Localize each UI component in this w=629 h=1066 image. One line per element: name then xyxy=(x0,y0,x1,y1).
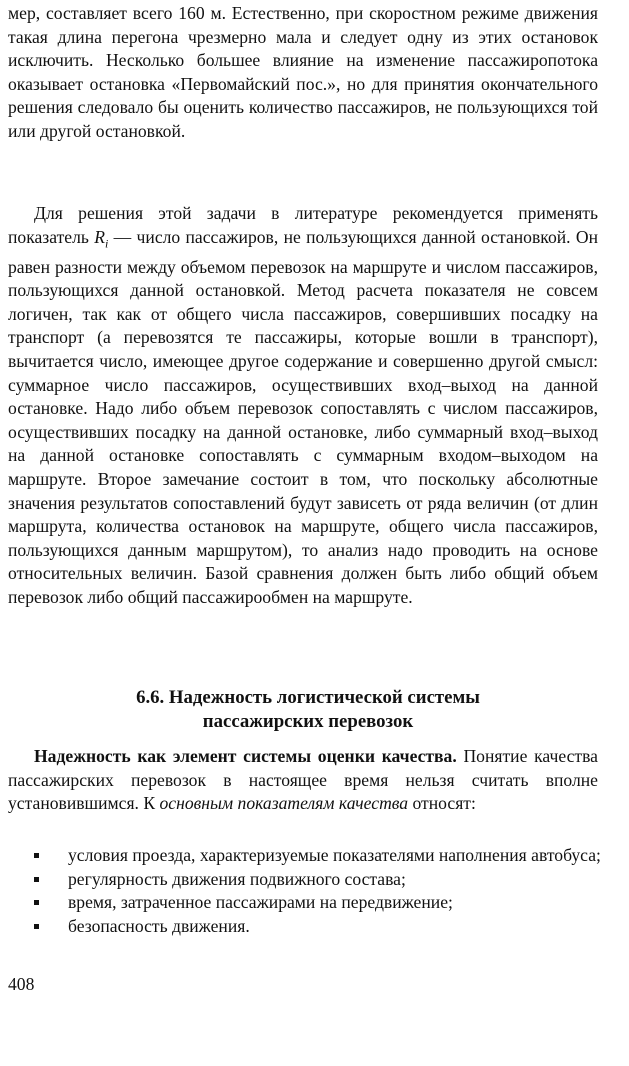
paragraph-text-end: относят: xyxy=(408,793,476,814)
paragraph-quality xyxy=(8,745,598,816)
paragraph-text: Понятие качества пассажирских перевозок в настоящее время нельзя считать вполне установившимся. К xyxy=(8,746,598,814)
paragraph-text-before-symbol: Для решения этой задачи в литературе рекомендуется применять показатель xyxy=(8,203,598,247)
page-number: 408 xyxy=(8,974,35,994)
quality-indicators-list xyxy=(8,844,608,938)
section-heading xyxy=(8,686,608,734)
paragraph-text-after-symbol: — число пассажиров, не пользующихся данной остановкой. Он равен разности между объемом перевозок на маршруте и числом пассажиров, пользующихся данной остановкой. Метод расчета показателя не совсем логичен, так как от общего числа пассажиров, совершивших посадку на транспорт (а перевозятся те пассажиры, которые вошли в транспорт), вычитается число, имеющее другое содержание и совершенно другой смысл: суммарное число пассажиров, осуществивших вход–выход на данной остановке. Надо либо объем перевозок сопоставлять с числом пассажиров, осуществивших посадку на данной остановке, либо суммарный вход–выход на данной остановке сопоставлять с суммарным входом–выходом на маршруте. Второе замечание состоит в том, что поскольку абсолютные значения результатов сопоставлений будут зависеть от ряда величин (от длин маршрута, количества остановок на маршруте, общего числа пассажиров, пользующихся данным маршрутом), то анализ надо проводить на основе относительных величин. Базой сравнения должен быть либо общий объем перевозок либо общий пассажирообмен на маршруте. xyxy=(8,226,598,608)
section-heading-line-1: 6.6. Надежность логистической системы xyxy=(136,687,480,708)
bullet-square-icon xyxy=(34,924,39,929)
paragraph-indicator-ri xyxy=(8,202,598,610)
paragraph-bold-lead: Надежность как элемент системы оценки качества. xyxy=(34,746,457,766)
paragraph-continuation: мер, составляет всего 160 м. Естественно, при скоростном режиме движения такая длина перегона чрезмерно мала и следует одну из этих остановок исключить. Несколько большее влияние на изменение пассажиропотока оказывает остановка «Первомайский пос.», но для принятия окончательного решения следовало бы оценить количество пассажиров, не пользующихся той или другой остановкой. xyxy=(8,3,598,141)
section-heading-line-2: пассажирских перевозок xyxy=(202,711,414,732)
bullet-square-icon xyxy=(34,877,39,882)
symbol-subscript-i: i xyxy=(104,236,109,251)
list-item xyxy=(8,891,608,915)
paragraph-italic-phrase: основным показателям качества xyxy=(159,793,409,814)
list-item-text: регулярность движения подвижного состава; xyxy=(68,868,406,889)
list-item-text: условия проезда, характеризуемые показателями наполнения автобуса; xyxy=(68,845,601,865)
bullet-square-icon xyxy=(34,900,39,905)
list-item-text: время, затраченное пассажирами на передвижение; xyxy=(68,892,453,913)
list-item-text: безопасность движения. xyxy=(68,915,250,936)
list-item xyxy=(8,868,608,892)
list-item xyxy=(8,844,608,868)
list-item xyxy=(8,915,608,939)
symbol-r: R xyxy=(94,226,105,247)
bullet-square-icon xyxy=(34,853,39,858)
